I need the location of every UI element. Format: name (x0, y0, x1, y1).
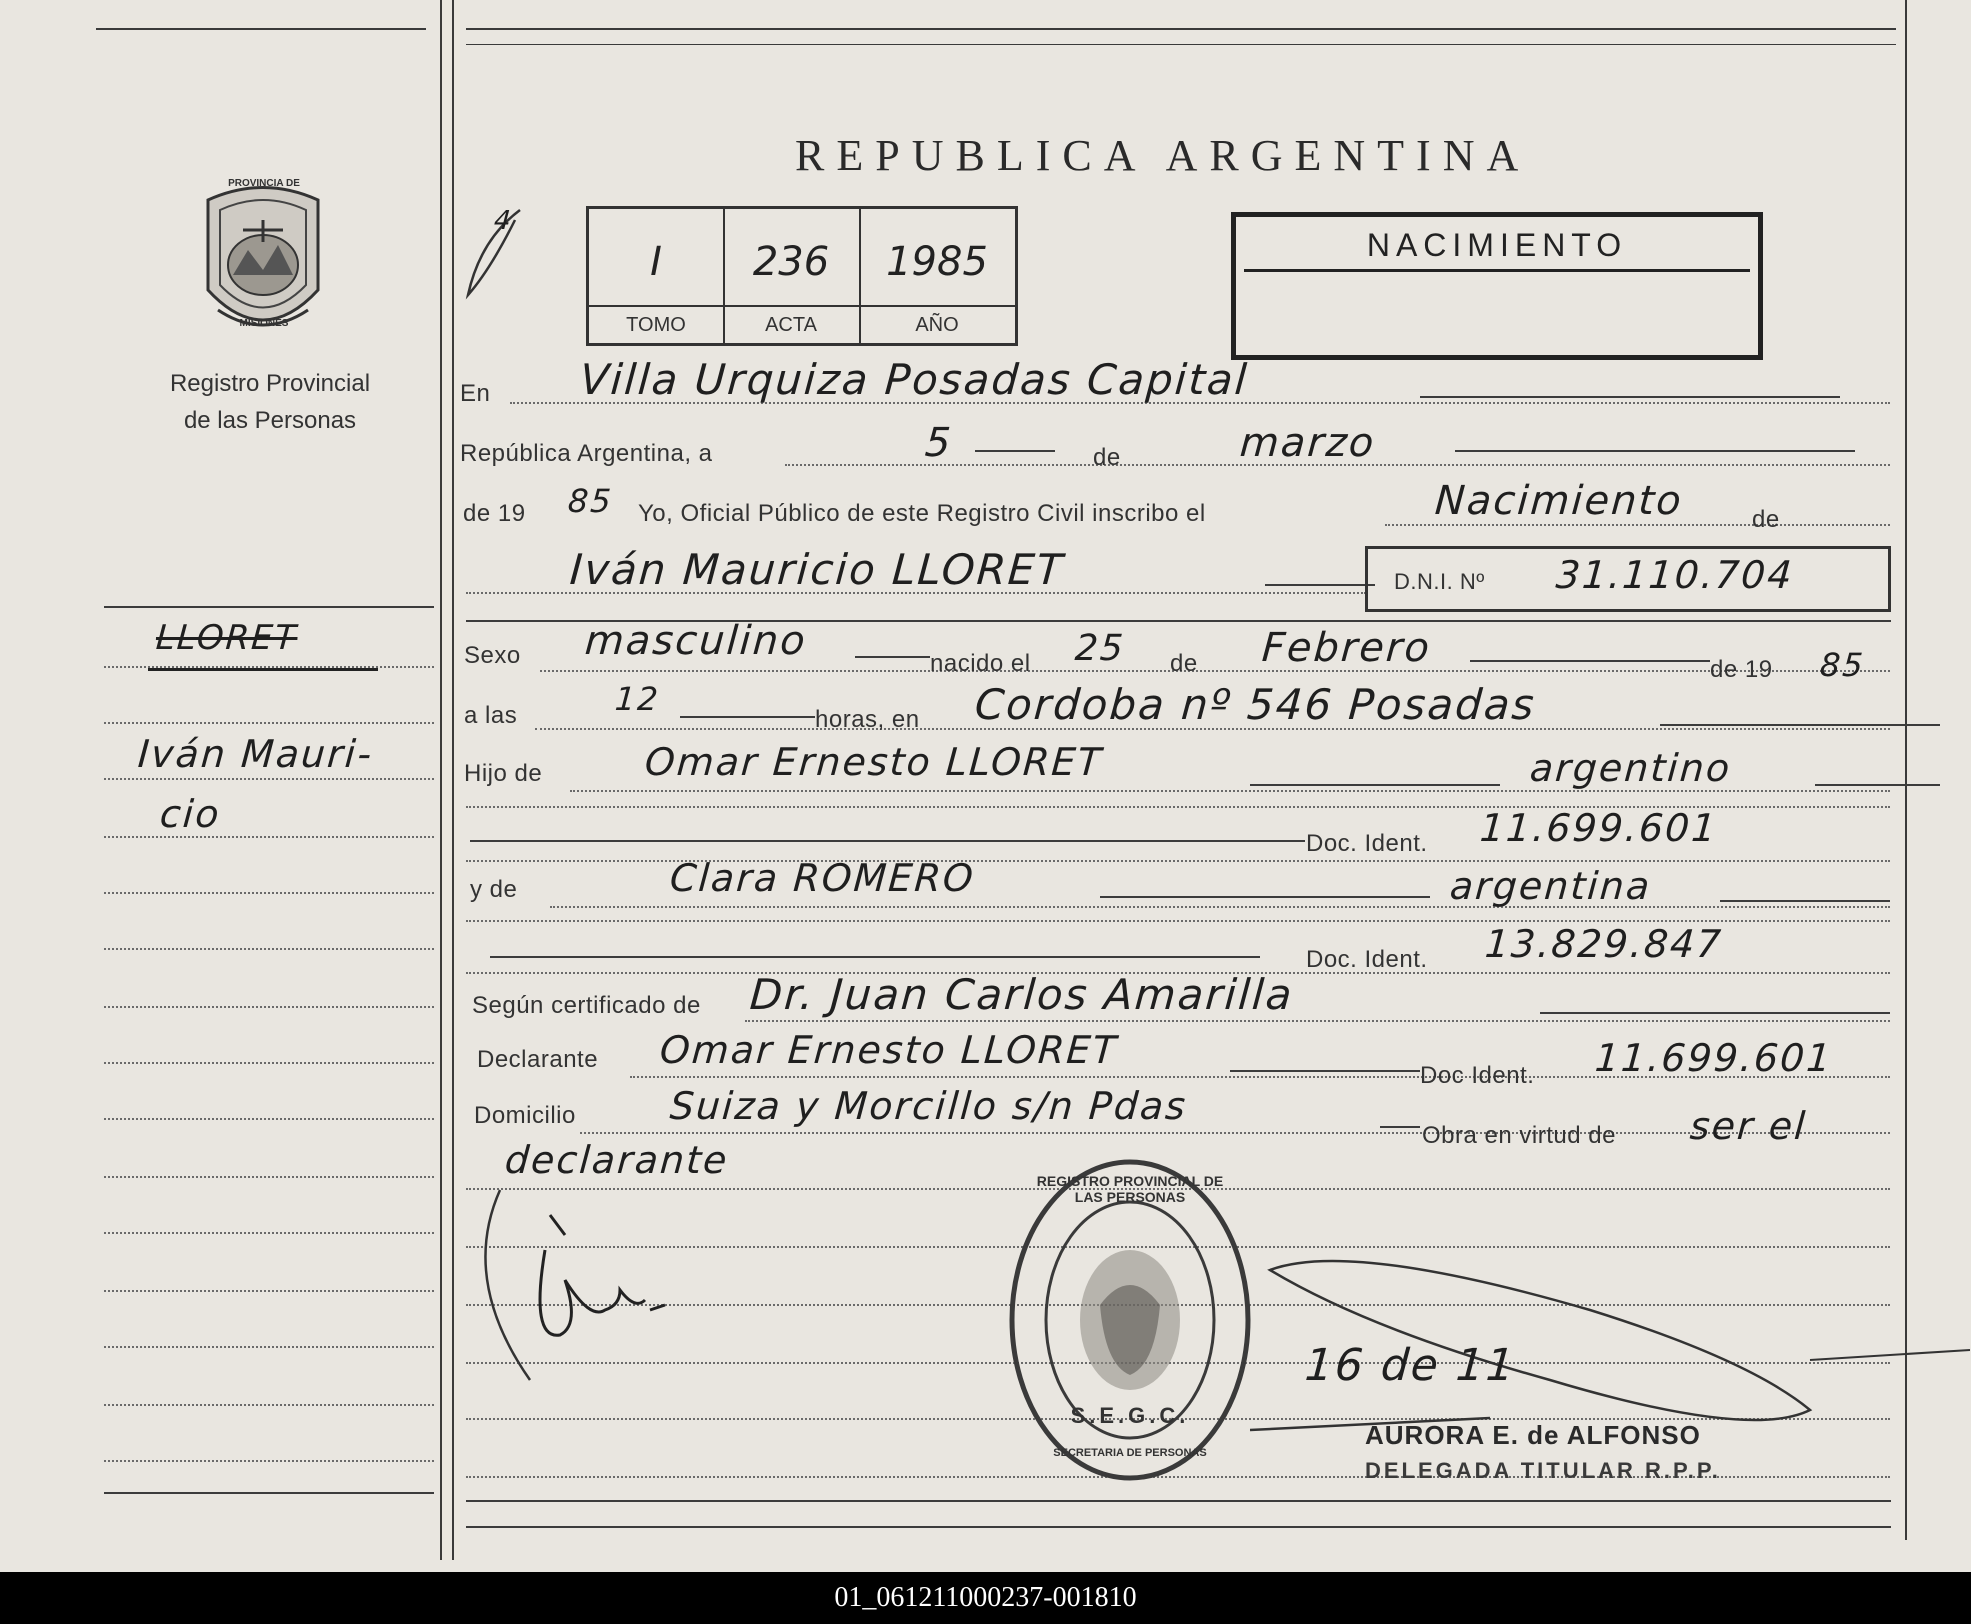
birth-hour-value: 12 (613, 680, 662, 718)
acta-label: ACTA (765, 314, 817, 336)
scan-footer-bar (0, 1572, 1971, 1624)
place-dash (1660, 724, 1940, 726)
signature-date-value: 16 de 11 (1303, 1340, 1518, 1391)
margin-given-name-line1: Iván Mauri- (136, 732, 375, 776)
sex-value: masculino (583, 618, 809, 664)
birthplace-registration-value: Villa Urquiza Posadas Capital (578, 355, 1251, 404)
declarante-label: Declarante (477, 1046, 599, 1073)
act-type-value: Nacimiento (1433, 478, 1685, 524)
registration-volume-box (586, 206, 1018, 346)
crest-caption-bottom: MISIONES (239, 318, 289, 329)
margin-line (104, 1232, 434, 1234)
column-divider-left (440, 0, 442, 1560)
margin-bottom-rule (104, 1492, 434, 1494)
person-name-value: Iván Mauricio LLORET (568, 545, 1066, 594)
birth-day-value: 25 (1073, 628, 1127, 669)
official-seal (1005, 1155, 1255, 1485)
seal-ring-text: REGISTRO PROVINCIAL DE LAS PERSONAS (1036, 1173, 1224, 1205)
father-dash (1250, 784, 1500, 786)
official-name: AURORA E. de ALFONSO (1365, 1420, 1701, 1450)
y-de-label: y de (470, 876, 518, 903)
volume-box-separator (589, 305, 1015, 307)
margin-line (104, 1404, 434, 1406)
bottom-rule-2 (466, 1526, 1891, 1528)
father-nat-dash (1815, 784, 1940, 786)
document-code: 01_061211000237-001810 (834, 1582, 1137, 1613)
margin-line (104, 722, 434, 724)
margin-line (104, 948, 434, 950)
father-doc-label: Doc. Ident. (1306, 830, 1428, 857)
top-rule-left (96, 28, 426, 30)
registry-name-line1: Registro Provincial (169, 370, 371, 397)
birth-month-value: Febrero (1260, 625, 1433, 671)
anio-label: AÑO (915, 314, 959, 336)
birth-month-dash (1470, 660, 1710, 662)
certificate-line (745, 1020, 1890, 1022)
margin-line (104, 778, 434, 780)
obra-value: ser el (1688, 1104, 1809, 1148)
mother-nationality-value: argentina (1448, 864, 1653, 908)
annotation-mark (460, 200, 550, 310)
declarante-value: Omar Ernesto LLORET (658, 1028, 1120, 1072)
bottom-rule (466, 1500, 1891, 1502)
margin-line (104, 1062, 434, 1064)
hijo-label: Hijo de (464, 760, 543, 787)
anio-value: 1985 (886, 239, 988, 285)
father-doc-value: 11.699.601 (1478, 806, 1720, 850)
registry-name-line2: de las Personas (183, 407, 357, 434)
margin-line (104, 1346, 434, 1348)
margin-surname: LLORET (154, 618, 299, 658)
margin-given-name-line2: cio (158, 792, 223, 836)
father-nationality-value: argentino (1528, 746, 1733, 790)
nacido-label: nacido el (930, 650, 1031, 677)
month-dash (1455, 450, 1855, 452)
dni-value: 31.110.704 (1554, 553, 1796, 597)
declarante-dash (1230, 1070, 1420, 1072)
tomo-cell (589, 209, 725, 343)
birth-year-prefix-label: de 19 (1710, 656, 1773, 683)
margin-line (104, 1006, 434, 1008)
margin-line (104, 1118, 434, 1120)
certificate-label: Según certificado de (472, 992, 701, 1019)
top-rule-right (466, 28, 1896, 30)
father-name-value: Omar Ernesto LLORET (643, 740, 1105, 784)
anio-cell (859, 209, 1015, 343)
sexo-line (540, 670, 1890, 672)
a-las-label: a las (464, 702, 518, 729)
en-dash (1420, 396, 1840, 398)
registration-year-value: 85 (566, 482, 615, 520)
margin-line (104, 1460, 434, 1462)
obra-value-continued: declarante (503, 1138, 731, 1182)
mother-line (550, 906, 1890, 908)
margin-rule (104, 606, 434, 608)
dni-box (1365, 546, 1891, 612)
column-divider-middle (452, 0, 454, 1560)
de-label-act: de (1752, 506, 1780, 533)
registration-month-value: marzo (1238, 420, 1377, 466)
certificate-dash (1540, 1012, 1890, 1014)
mother-dash (1100, 896, 1430, 898)
margin-line (104, 1176, 434, 1178)
crest-caption: PROVINCIA DE (228, 178, 300, 189)
record-type-box (1231, 212, 1763, 360)
obra-label: Obra en virtud de (1422, 1122, 1616, 1149)
page-title: REPUBLICA ARGENTINA (795, 131, 1531, 180)
day-dash (975, 450, 1055, 452)
margin-line (104, 892, 434, 894)
mother-doc-label: Doc. Ident. (1306, 946, 1428, 973)
domicilio-value: Suiza y Morcillo s/n Pdas (668, 1084, 1189, 1128)
margin-line (104, 1290, 434, 1292)
year-prefix-label: de 19 (463, 500, 526, 527)
hour-dash (680, 716, 815, 718)
registration-day-value: 5 (923, 420, 955, 466)
mother-name-value: Clara ROMERO (668, 856, 977, 900)
record-type-title: NACIMIENTO (1366, 227, 1628, 263)
horas-label: horas, en (815, 706, 920, 733)
father-doc-dash (470, 840, 1305, 842)
tomo-value: I (650, 239, 662, 285)
mother-nat-dash (1720, 900, 1890, 902)
birth-year-value: 85 (1818, 646, 1867, 684)
declarante-doc-label: Doc Ident. (1420, 1062, 1535, 1089)
certificate-value: Dr. Juan Carlos Amarilla (748, 970, 1296, 1019)
declarant-signature (470, 1160, 750, 1390)
seal-center-letters: S.E.G.C. (1070, 1403, 1190, 1428)
de-label-birth: de (1170, 650, 1198, 677)
sexo-dash (855, 656, 930, 658)
margin-line (104, 836, 434, 838)
annotation-number: 4 (492, 206, 514, 236)
declarante-doc-value: 11.699.601 (1593, 1036, 1835, 1080)
name-dash (1265, 584, 1375, 586)
birth-place-value: Cordoba nº 546 Posadas (973, 680, 1538, 729)
de-label: de (1093, 444, 1121, 471)
tomo-label: TOMO (626, 314, 686, 336)
sub-top-rule (466, 44, 1896, 45)
record-type-underline (1244, 269, 1750, 272)
en-label: En (460, 380, 491, 407)
margin-surname-underline (148, 668, 378, 671)
domicilio-dash (1380, 1126, 1420, 1128)
acta-cell (723, 209, 861, 343)
republica-label: República Argentina, a (460, 440, 713, 467)
sexo-label: Sexo (464, 642, 521, 669)
father-line (570, 790, 1890, 792)
official-statement-label: Yo, Oficial Público de este Registro Civil inscribo el (638, 500, 1206, 527)
seal-bottom-text: SECRETARIA DE PERSONAS (1053, 1447, 1207, 1459)
mother-doc-dash (490, 956, 1260, 958)
official-title: DELEGADA TITULAR R.P.P. (1365, 1458, 1721, 1483)
dni-label: D.N.I. Nº (1394, 569, 1485, 594)
domicilio-label: Domicilio (474, 1102, 576, 1129)
acta-value: 236 (752, 239, 830, 285)
act-type-line (1385, 524, 1890, 526)
mother-doc-value: 13.829.847 (1483, 922, 1725, 966)
